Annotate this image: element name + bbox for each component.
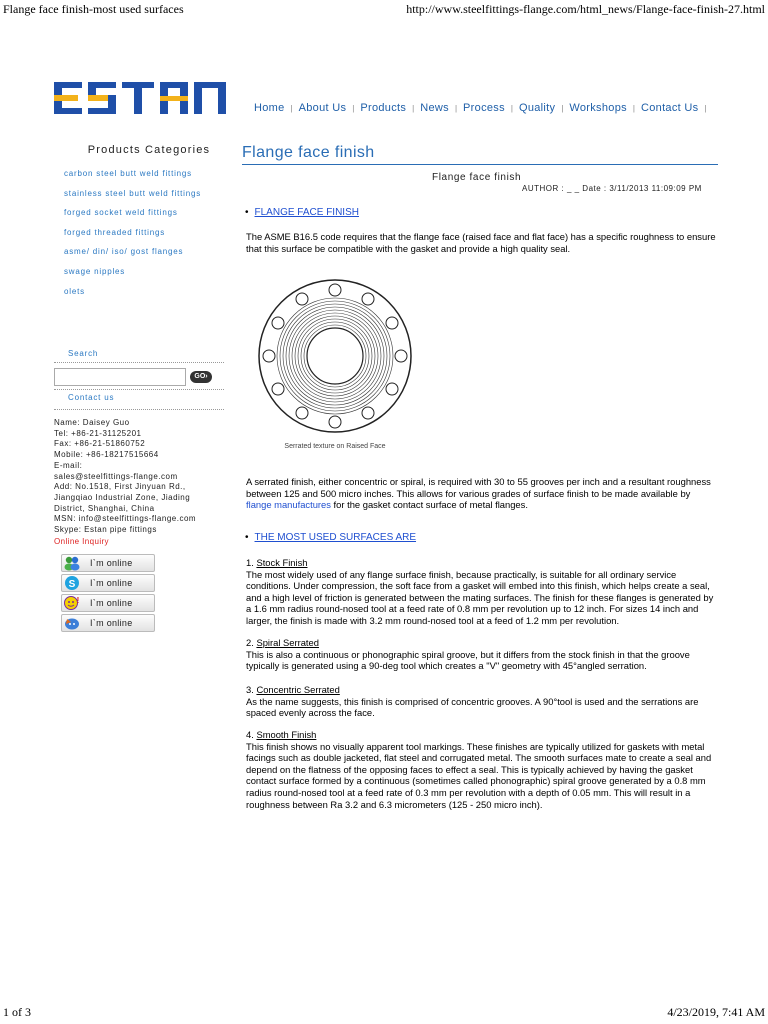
divider xyxy=(54,362,224,363)
main-content xyxy=(242,144,718,165)
aliwangwang-online-button[interactable] xyxy=(61,614,155,632)
category-link[interactable]: carbon steel butt weld fittings xyxy=(64,169,192,178)
online-inquiry-label: Online Inquiry xyxy=(54,537,109,546)
category-link[interactable]: swage nipples xyxy=(64,266,126,276)
figure-caption: Serrated texture on Raised Face xyxy=(284,443,386,450)
print-datetime: 4/23/2019, 7:41 AM xyxy=(667,1005,765,1019)
section-heading-text: Spiral Serrated xyxy=(256,637,319,648)
contact-address: District, Shanghai, China xyxy=(54,503,155,513)
paragraph-text: A serrated finish, either concentric or spiral, is required with 30 to 55 grooves per inch and a resultant roughness between 125 and 500 micro inches. This allows for various grades of surface finish to be made available by xyxy=(246,476,711,499)
im-label: I`m online xyxy=(90,618,133,628)
category-link[interactable]: stainless steel butt weld fittings xyxy=(64,188,202,198)
bullet-link-text[interactable]: THE MOST USED SURFACES ARE xyxy=(254,532,417,543)
nav-contact-us[interactable]: Contact Us xyxy=(641,102,699,114)
nav-separator: | xyxy=(290,103,293,113)
contact-label: Contact us xyxy=(68,393,115,402)
contact-mobile: Mobile: +86-18217515664 xyxy=(54,450,159,460)
search-go-button[interactable] xyxy=(190,371,212,383)
msn-online-button[interactable] xyxy=(61,554,155,572)
section-heading xyxy=(246,729,718,741)
category-link[interactable]: asme/ din/ iso/ gost flanges xyxy=(64,247,184,257)
nav-separator: | xyxy=(632,103,635,113)
contact-fax: Fax: +86-21-51860752 xyxy=(54,439,146,449)
paragraph-intro: The ASME B16.5 code requires that the flange face (raised face and flat face) has a specific roughness to ensure that this surface be compatible with the gasket and provide a high quality seal. xyxy=(246,231,716,254)
im-label: I`m online xyxy=(90,558,133,568)
im-label: I`m online xyxy=(90,598,133,608)
print-footer xyxy=(3,1005,765,1021)
contact-email[interactable]: sales@steelfittings-flange.com xyxy=(54,471,178,481)
contact-email-label: E-mail: xyxy=(54,460,83,470)
nav-about-us[interactable]: About Us xyxy=(298,102,347,114)
msn-icon xyxy=(63,555,81,571)
section-spiral-serrated xyxy=(246,637,718,672)
section-smooth-finish xyxy=(246,729,718,810)
divider xyxy=(54,389,224,390)
im-label: I`m online xyxy=(90,578,133,588)
nav-separator: | xyxy=(352,103,355,113)
paragraph-serrated xyxy=(246,476,718,511)
contact-name: Name: Daisey Guo xyxy=(54,418,130,427)
bullet-most-used-surfaces[interactable] xyxy=(245,532,416,543)
yahoo-online-button[interactable] xyxy=(61,594,155,612)
section-number: 2. xyxy=(246,637,257,648)
top-nav xyxy=(254,102,713,114)
section-number: 3. xyxy=(246,684,257,695)
bullet-flange-face-finish[interactable] xyxy=(245,207,359,218)
section-heading xyxy=(246,684,718,696)
svg-text:S: S xyxy=(68,579,76,590)
flange-raised-face-image xyxy=(246,266,424,458)
nav-separator: | xyxy=(704,103,707,113)
paragraph-text: for the gasket contact surface of metal flanges. xyxy=(330,499,528,511)
aliwangwang-icon xyxy=(63,615,81,631)
contact-msn: MSN: info@steelfittings-flange.com xyxy=(54,514,197,524)
bullet-icon: • xyxy=(245,207,249,218)
categories-title: Products Categories xyxy=(87,144,211,156)
page-title: Flange face finish xyxy=(242,144,718,165)
section-body: As the name suggests, this finish is comprised of concentric grooves. A 90°tool is used and the serrations are spaced evenly across the face. xyxy=(246,695,699,719)
section-body: This finish shows no visually apparent tool markings. These finishes are typically utilized for gaskets with metal facings such as double jacketed, flat steel and corrugated metal. The smooth surfaces mate to create a seal and depend on the flatness of the opposing faces to effect a seal. This is typically achieved by having the gasket contact surface formed by a continuous (sometimes called phonographic) spiral groove generated by a 0.8 mm radius round-nosed tool at a feed rate of 0.3 mm per revolution with a depth of 0.05 mm. This will result in a roughness between Ra 3.2 and 6.3 micrometers (125 - 250 micro inch). xyxy=(246,740,712,810)
section-heading-text: Concentric Serrated xyxy=(256,684,340,695)
nav-workshops[interactable]: Workshops xyxy=(569,102,627,114)
nav-separator: | xyxy=(412,103,415,113)
bullet-icon: • xyxy=(245,532,249,543)
nav-news[interactable]: News xyxy=(420,102,449,114)
section-heading-text: Stock Finish xyxy=(256,557,308,568)
svg-text:!: ! xyxy=(76,596,80,605)
section-number: 1. xyxy=(246,557,257,568)
bullet-link-text[interactable]: FLANGE FACE FINISH xyxy=(254,207,359,218)
section-body: The most widely used of any flange surface finish, because practically, is suitable for all ordinary service conditions. Under compression, the soft face from a gasket will embed into this finish, which helps create a seal, and a high level of friction is generated between the mating surfaces. The finish for these flanges is generated by a 1.6 mm radius round-nosed tool at a feed rate of 0.8 mm per revolution up to 12 inch. For sizes 14 inch and larger, the finish is made with 3.2 mm round-nosed tool at a feed of 1.2 mm per revolution. xyxy=(246,568,714,626)
nav-quality[interactable]: Quality xyxy=(518,102,556,114)
nav-separator: | xyxy=(510,103,513,113)
search-input[interactable] xyxy=(54,368,186,386)
skype-online-button[interactable] xyxy=(61,574,155,592)
nav-home[interactable]: Home xyxy=(254,102,285,114)
category-link[interactable]: forged socket weld fittings xyxy=(64,208,178,218)
contact-address: Add: No.1518, First Jinyuan Rd., xyxy=(54,482,186,492)
print-page-url: http://www.steelfittings-flange.com/html_news/Flange-face-finish-27.html xyxy=(406,2,765,16)
nav-products[interactable]: Products xyxy=(360,102,407,114)
section-heading xyxy=(246,557,718,569)
nav-separator: | xyxy=(561,103,564,113)
article-meta: AUTHOR : _ _ Date : 3/11/2013 11:09:09 PM xyxy=(522,184,702,193)
divider xyxy=(54,409,224,410)
flange-manufactures-link[interactable]: flange manufactures xyxy=(246,499,331,511)
contact-skype: Skype: Estan pipe fittings xyxy=(54,525,157,535)
category-link[interactable]: olets xyxy=(64,286,85,296)
nav-process[interactable]: Process xyxy=(463,102,505,114)
print-page-title: Flange face finish-most used surfaces xyxy=(3,2,184,16)
contact-address: Jiangqiao Industrial Zone, Jiading xyxy=(54,492,191,502)
estan-logo[interactable] xyxy=(52,78,228,118)
chevron-right-icon: › xyxy=(205,373,208,380)
yahoo-icon xyxy=(63,595,81,611)
search-label: Search xyxy=(68,349,99,358)
category-link[interactable]: forged threaded fittings xyxy=(64,227,166,237)
section-number: 4. xyxy=(246,729,257,740)
article-title: Flange face finish xyxy=(432,172,522,183)
print-header xyxy=(3,2,765,18)
section-heading-text: Smooth Finish xyxy=(256,729,317,740)
section-stock-finish xyxy=(246,557,718,627)
go-label: GO xyxy=(194,373,206,380)
sidebar xyxy=(54,144,224,305)
skype-icon xyxy=(63,575,81,591)
contact-info xyxy=(54,418,229,536)
categories-list xyxy=(54,168,224,305)
section-heading xyxy=(246,637,718,649)
section-body: This is also a continuous or phonographic spiral groove, but it differs from the stock finish in that the groove typically is generated using a 90-deg tool which creates a "V" geometry with 45°angled serration. xyxy=(246,648,690,672)
print-page-number: 1 of 3 xyxy=(3,1005,31,1019)
section-concentric-serrated xyxy=(246,684,718,719)
nav-separator: | xyxy=(454,103,458,113)
contact-tel: Tel: +86-21-31125201 xyxy=(54,428,142,438)
